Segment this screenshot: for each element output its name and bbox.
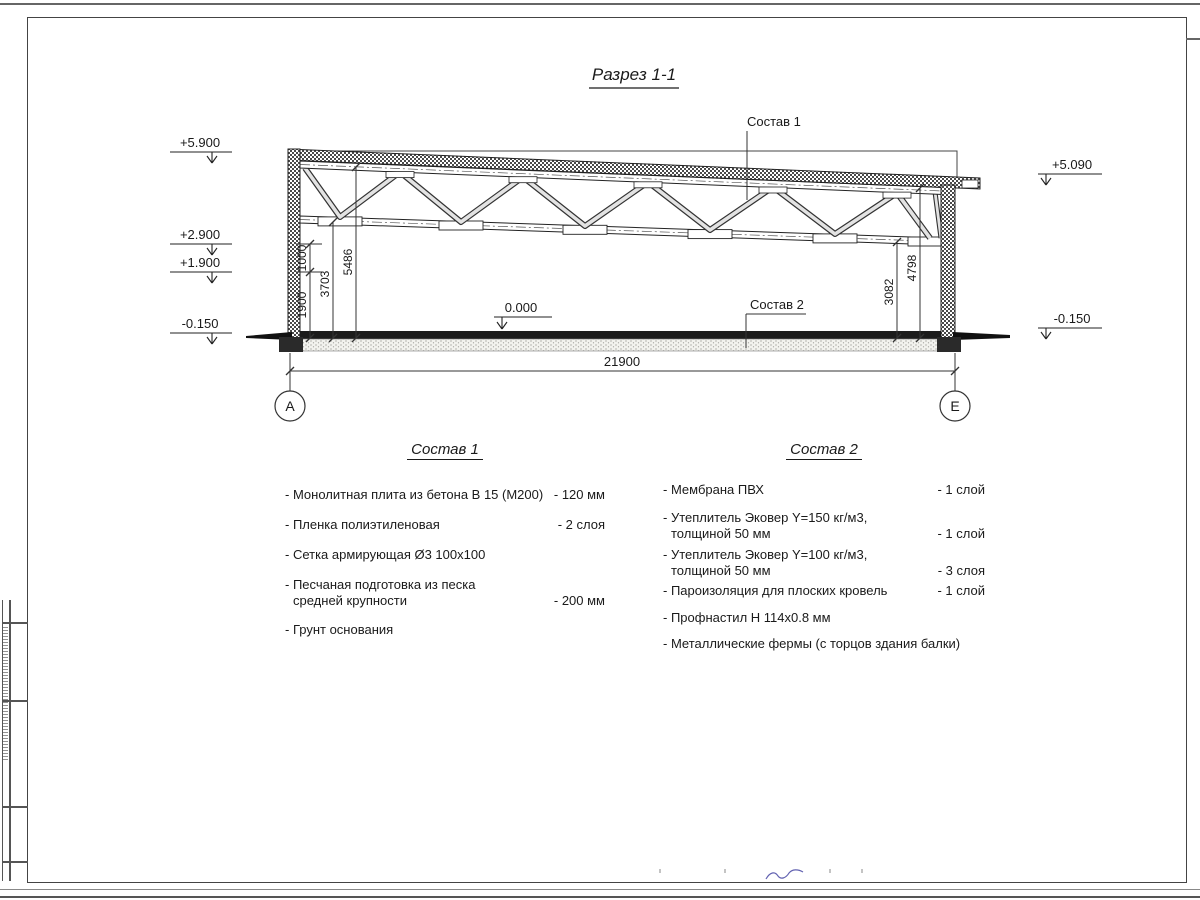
dim-1000: 1000: [295, 244, 309, 272]
elevation-label-5900: +5.900: [179, 135, 221, 150]
list-item: [285, 577, 605, 609]
sand-bedding-layer: [300, 339, 941, 351]
item-text-line2: средней крупности: [293, 593, 407, 608]
item-text: - Пленка полиэтиленовая: [285, 517, 440, 532]
vertical-dimensions-left: [295, 163, 360, 342]
list-item: [663, 482, 985, 498]
elevation-label-minus0150-right: -0.150: [1053, 311, 1091, 326]
list-item: [663, 610, 985, 626]
list-item: [285, 622, 605, 638]
left-footing: [279, 337, 303, 352]
item-text: [663, 510, 937, 542]
sostav2-header-text: Состав 2: [786, 441, 862, 460]
dim-1900: 1900: [295, 291, 309, 319]
callout-sostav1-label: Состав 1: [747, 114, 801, 129]
axis-label-e: Е: [950, 398, 960, 414]
elevation-mark-minus0150-right: [1038, 311, 1102, 339]
axis-label-a: А: [285, 398, 295, 414]
item-text: [285, 577, 554, 609]
elevation-label-2900: +2.900: [179, 227, 221, 242]
item-text-line1: - Утеплитель Эковер Y=100 кг/м3,: [663, 547, 868, 562]
item-text-line1: - Песчаная подготовка из песка: [285, 577, 476, 592]
list-item: [285, 547, 605, 563]
scan-tick-marks: [660, 869, 862, 873]
list-item: [663, 583, 985, 599]
item-value: - 1 слой: [937, 583, 985, 598]
blue-signature-mark: [766, 870, 803, 879]
sostav2-list: [663, 440, 985, 665]
elevation-label-5090: +5.090: [1051, 157, 1093, 172]
list-item: [663, 636, 985, 652]
elevation-mark-5090: [1038, 157, 1102, 185]
dim-4798: 4798: [905, 254, 919, 282]
item-value: - 3 слоя: [937, 563, 985, 578]
floor-slab: [300, 331, 941, 351]
item-value: - 1 слой: [937, 526, 985, 541]
overall-dimension: [286, 353, 959, 391]
elevation-label-1900: +1.900: [179, 255, 221, 270]
item-text: - Пароизоляция для плоских кровель: [663, 583, 888, 598]
ground-line-right: [953, 332, 1010, 340]
drawing-title: [589, 65, 679, 88]
list-item: [285, 487, 605, 503]
elevation-mark-5900: [170, 135, 232, 163]
drawing-title-text: Разрез 1-1: [591, 65, 677, 84]
dim-3082: 3082: [882, 278, 896, 306]
dim-3703: 3703: [318, 270, 332, 298]
vertical-dimensions-right: [882, 184, 924, 342]
dim-5486: 5486: [341, 248, 355, 276]
elevation-marks-right: [1038, 157, 1102, 339]
item-text: [663, 547, 938, 579]
sostav1-header: [285, 442, 605, 458]
callout-sostav2-label: Состав 2: [750, 297, 804, 312]
item-text-line1: - Утеплитель Эковер Y=150 кг/м3,: [663, 510, 868, 525]
elevation-marks-left: [170, 135, 232, 344]
right-footing: [937, 337, 961, 352]
item-text: - Грунт основания: [285, 622, 394, 637]
item-text: - Мембрана ПВХ: [663, 482, 764, 497]
item-text: - Профнастил Н 114х0.8 мм: [663, 610, 831, 625]
item-value: - 200 мм: [553, 593, 605, 608]
elevation-mark-1900: [170, 255, 232, 283]
sostav1-list: [285, 440, 605, 655]
sostav2-header: [663, 442, 985, 458]
item-value: - 120 мм: [553, 487, 605, 502]
list-item: [285, 517, 605, 533]
item-text: - Сетка армирующая Ø3 100х100: [285, 547, 486, 562]
item-value: - 1 слой: [937, 482, 985, 497]
item-text: - Монолитная плита из бетона В 15 (М200): [285, 487, 544, 502]
dim-21900: 21900: [603, 354, 641, 369]
item-value: - 2 слоя: [557, 517, 605, 532]
elevation-mark-2900: [170, 227, 232, 255]
elevation-mark-minus0150-left: [170, 316, 232, 344]
elevation-label-minus0150-left: -0.150: [181, 316, 219, 331]
list-item: [663, 547, 985, 579]
sostav1-header-text: Состав 1: [407, 441, 483, 460]
axis-bubbles: [275, 391, 970, 421]
item-text-line2: толщиной 50 мм: [671, 563, 771, 578]
roof-overhang-end-cap: [962, 180, 978, 188]
item-text: - Металлические фермы (с торцов здания балки): [663, 636, 961, 651]
item-text-line2: толщиной 50 мм: [671, 526, 771, 541]
elevation-label-0000: 0.000: [504, 300, 538, 315]
elevation-mark-0000: [494, 300, 552, 329]
right-wall: [941, 185, 955, 345]
list-item: [663, 510, 985, 542]
